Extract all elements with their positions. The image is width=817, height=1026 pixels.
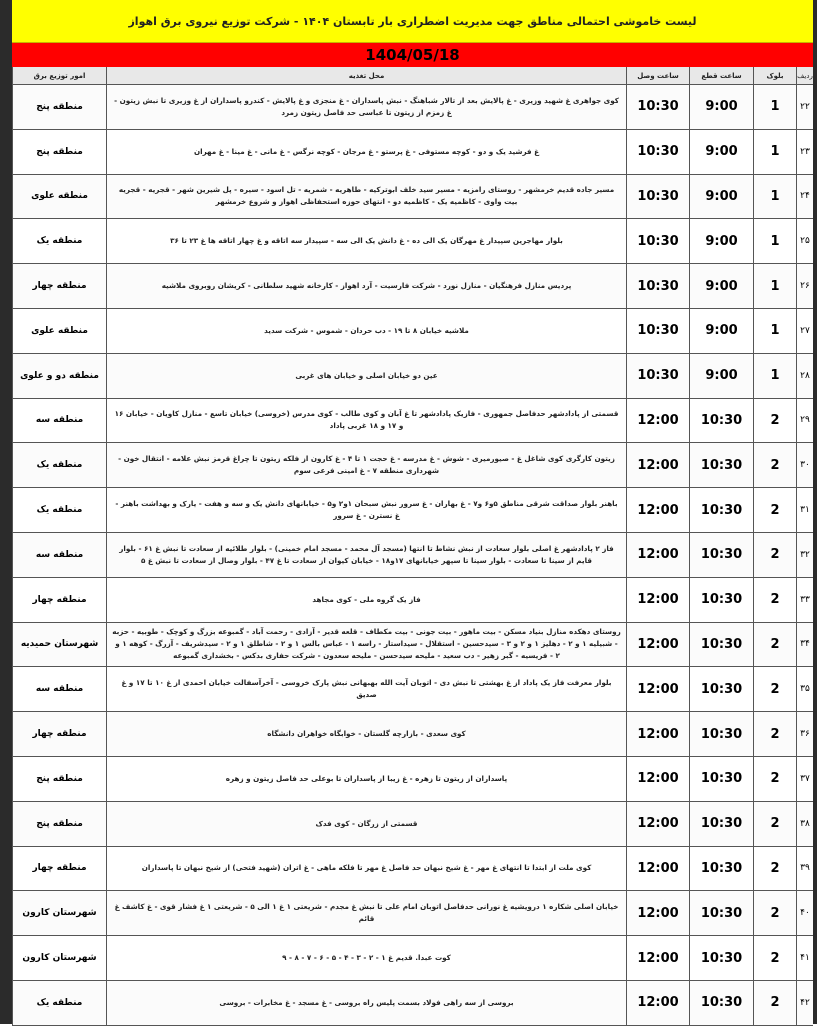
row-location: بلوار معرفت فاز یک پاداد از غ بهشتی تا نبش دی - اتوبان آیت الله بهبهانی نبش پارک خروسی - آخرآسفالت خیابان احمدی از غ ۱۰ تا ۱۷ و غ صدیق: [106, 667, 626, 711]
row-area: منطقه یک: [12, 981, 106, 1025]
row-location: کوی سعدی - بازارچه گلستان - خوابگاه خواهران دانشگاه: [106, 712, 626, 756]
table-row: [12, 623, 813, 668]
row-block: 2: [753, 712, 796, 756]
row-index: ۳۶: [796, 712, 813, 756]
row-index: ۲۷: [796, 309, 813, 353]
row-location: قسمتی از پادادشهر حدفاصل جمهوری - فازیک پادادشهر تا غ آبان و کوی طالب - کوی مدرس (خروسی) خیابان تاسع - منازل کاویان - خیابان ۱۶ و ۱۷ و ۱۸ غربی پاداد: [106, 399, 626, 443]
row-connect-time: 10:30: [626, 130, 689, 174]
table-row: [12, 712, 813, 757]
row-connect-time: 12:00: [626, 802, 689, 846]
row-cut-time: 10:30: [689, 443, 753, 487]
row-location: فاز یک گروه ملی - کوی مجاهد: [106, 578, 626, 622]
row-location: قسمتی از زرگان - کوی فدک: [106, 802, 626, 846]
row-connect-time: 12:00: [626, 488, 689, 532]
header-connect-time: ساعت وصل: [626, 67, 689, 84]
table-row: [12, 175, 813, 220]
row-cut-time: 10:30: [689, 488, 753, 532]
row-area: منطقه پنج: [12, 130, 106, 174]
row-index: ۳۷: [796, 757, 813, 801]
row-connect-time: 12:00: [626, 712, 689, 756]
row-index: ۲۳: [796, 130, 813, 174]
row-connect-time: 12:00: [626, 667, 689, 711]
row-cut-time: 10:30: [689, 757, 753, 801]
row-area: منطقه سه: [12, 533, 106, 577]
table-row: [12, 309, 813, 354]
row-block: 2: [753, 488, 796, 532]
row-cut-time: 10:30: [689, 891, 753, 935]
row-location: کوی ملت از ابتدا تا انتهای غ مهر - غ شیخ نبهان حد فاصل غ مهر تا فلکه ماهی - غ اتران (شهید فتحی) از شیخ نبهان تا پاسداران: [106, 847, 626, 891]
row-index: ۳۸: [796, 802, 813, 846]
table-row: [12, 847, 813, 892]
row-index: ۳۵: [796, 667, 813, 711]
row-area: شهرستان حمیدیه: [12, 623, 106, 667]
row-index: ۳۱: [796, 488, 813, 532]
row-area: منطقه علوی: [12, 309, 106, 353]
document-title: لیست خاموشی احتمالی مناطق جهت مدیریت اضطراری بار تابستان ۱۴۰۴ - شرکت توزیع نیروی برق اهواز: [12, 0, 813, 43]
row-connect-time: 10:30: [626, 354, 689, 398]
row-index: ۳۰: [796, 443, 813, 487]
row-index: ۳۹: [796, 847, 813, 891]
row-cut-time: 10:30: [689, 399, 753, 443]
row-block: 2: [753, 443, 796, 487]
row-block: 1: [753, 309, 796, 353]
header-index: ردیف: [796, 67, 813, 84]
row-connect-time: 12:00: [626, 399, 689, 443]
table-row: [12, 443, 813, 488]
table-row: [12, 936, 813, 981]
row-connect-time: 12:00: [626, 578, 689, 622]
row-index: ۲۶: [796, 264, 813, 308]
table-row: [12, 802, 813, 847]
row-cut-time: 10:30: [689, 623, 753, 667]
row-cut-time: 9:00: [689, 130, 753, 174]
row-connect-time: 12:00: [626, 443, 689, 487]
table-row: [12, 578, 813, 623]
row-block: 2: [753, 578, 796, 622]
row-location: خیابان اصلی شکاره ۱ درویشیه غ نورانی حدفاصل اتوبان امام علی تا نبش غ مجدم - شریعتی ۱ غ ۱ الی ۵ - شریعتی ۱ غ فشار قوی - غ کاشف غ قائم: [106, 891, 626, 935]
row-index: ۴۱: [796, 936, 813, 980]
row-index: ۲۵: [796, 219, 813, 263]
row-location: عین دو خیابان اصلی و خیابان های غربی: [106, 354, 626, 398]
row-connect-time: 12:00: [626, 891, 689, 935]
row-index: ۳۴: [796, 623, 813, 667]
table-row: [12, 399, 813, 444]
table-row: [12, 264, 813, 309]
row-block: 2: [753, 891, 796, 935]
row-block: 2: [753, 757, 796, 801]
header-location: محل تغذیه: [106, 67, 626, 84]
row-cut-time: 10:30: [689, 847, 753, 891]
row-area: منطقه پنج: [12, 85, 106, 129]
row-block: 1: [753, 130, 796, 174]
row-cut-time: 10:30: [689, 936, 753, 980]
row-cut-time: 9:00: [689, 175, 753, 219]
row-location: روستای دهکده منازل بنیاد مسکن - بیت ماهور - بیت جونی - بیت مکطاف - قلعه قدیر - آزادی - رحمت آباد - گمبوعه بزرگ و کوچک - طوبیه - حزبه - شبیلیه ۱ و ۲ - دهلیز ۱ و ۲ و ۳ - سیدحسین - استقلال - سیداستار - راسه ۱ - عباس بالس ۱ و ۲ - شاطلق ۱ و ۲ - سیدشریف - آزرگ - کوهه ۱ و ۲ - فریسیه - گبر زهیر - دب سعید - ملیحه سیدحسن - ملیحه سعدون - شرکت حفاری بدکس - بخشداری گمبوعه: [106, 623, 626, 667]
row-connect-time: 12:00: [626, 623, 689, 667]
row-connect-time: 10:30: [626, 85, 689, 129]
table-row: [12, 981, 813, 1026]
row-location: غ فرشید یک و دو - کوچه مستوفی - غ پرستو - غ مرجان - کوچه نرگس - غ مانی - غ مینا - غ مهران: [106, 130, 626, 174]
row-connect-time: 12:00: [626, 981, 689, 1025]
row-location: زیتون کارگری کوی شاغل غ - صیورمیری - شوش - غ مدرسه - غ حجت ۱ تا ۴ - غ کارون از فلکه زیتون تا چراغ قرمز نبش علامه - انتقال خون - شهرداری منطقه ۷ - غ امینی فرعی سوم: [106, 443, 626, 487]
table-row: [12, 891, 813, 936]
row-block: 2: [753, 399, 796, 443]
table-row: [12, 667, 813, 712]
row-index: ۲۸: [796, 354, 813, 398]
row-block: 1: [753, 219, 796, 263]
row-connect-time: 12:00: [626, 936, 689, 980]
row-cut-time: 10:30: [689, 667, 753, 711]
header-block: بلوک: [753, 67, 796, 84]
row-block: 1: [753, 264, 796, 308]
row-connect-time: 12:00: [626, 847, 689, 891]
table-header-row: [12, 67, 813, 85]
row-location: کوی جواهری غ شهید وزیری - غ پالایش بعد از تالار شباهنگ - نبش پاسداران - غ منجزی و غ پالایش - کندرو پاسداران از غ وزیری تا نبش زیتون - غ زمزم از زیتون تا عباسی حد فاصل زیتون زمرد: [106, 85, 626, 129]
table-row: [12, 533, 813, 578]
table-body: [12, 85, 813, 1026]
row-connect-time: 12:00: [626, 757, 689, 801]
row-area: شهرستان کارون: [12, 891, 106, 935]
row-cut-time: 10:30: [689, 712, 753, 756]
row-cut-time: 10:30: [689, 981, 753, 1025]
row-connect-time: 10:30: [626, 309, 689, 353]
row-index: ۳۳: [796, 578, 813, 622]
row-cut-time: 9:00: [689, 85, 753, 129]
row-area: منطقه چهار: [12, 847, 106, 891]
table-row: [12, 219, 813, 264]
row-location: بروسی از سه راهی فولاد بسمت پلیس راه بروسی - غ مسجد - غ مخابرات - بروسی: [106, 981, 626, 1025]
row-cut-time: 9:00: [689, 264, 753, 308]
row-area: منطقه یک: [12, 219, 106, 263]
row-area: شهرستان کارون: [12, 936, 106, 980]
table-row: [12, 130, 813, 175]
row-block: 2: [753, 802, 796, 846]
row-index: ۴۲: [796, 981, 813, 1025]
row-index: ۳۲: [796, 533, 813, 577]
row-location: کوت عبدا. قدیم غ ۱ - ۲ - ۳ - ۴ - ۵ - ۶ - ۷ - ۸ - ۹: [106, 936, 626, 980]
row-cut-time: 10:30: [689, 533, 753, 577]
row-location: ملاشیه خیابان ۸ تا ۱۹ - دب حردان - شموس - شرکت سدید: [106, 309, 626, 353]
right-window-edge: [813, 0, 817, 1024]
row-cut-time: 9:00: [689, 309, 753, 353]
table-row: [12, 354, 813, 399]
row-connect-time: 10:30: [626, 264, 689, 308]
row-area: منطقه یک: [12, 443, 106, 487]
row-area: منطقه علوی: [12, 175, 106, 219]
row-area: منطقه سه: [12, 399, 106, 443]
row-location: فاز ۲ پادادشهر غ اصلی بلوار سعادت از نبش نشاط تا انتها (مسجد آل محمد - مسجد امام خمینی) - بلوار طلائیه از سعادت تا نبش غ ۶۱ - بلوار قایم از سینا تا سعادت - بلوار سینا تا سپهر خیابانهای ۱۷و۱۸ - خیابان کیوان از سعادت تا غ ۴۷ - بلوار وصال از سعادت تا نبش غ ۵: [106, 533, 626, 577]
row-connect-time: 12:00: [626, 533, 689, 577]
row-block: 1: [753, 175, 796, 219]
row-block: 2: [753, 981, 796, 1025]
row-cut-time: 10:30: [689, 802, 753, 846]
table-row: [12, 85, 813, 130]
row-area: منطقه چهار: [12, 578, 106, 622]
row-block: 1: [753, 85, 796, 129]
outage-table: [12, 67, 813, 1026]
row-block: 2: [753, 533, 796, 577]
row-index: ۲۹: [796, 399, 813, 443]
header-cut-time: ساعت قطع: [689, 67, 753, 84]
row-index: ۲۲: [796, 85, 813, 129]
outage-schedule-sheet: [12, 0, 813, 1024]
row-location: باهنر بلوار صداقت شرقی مناطق ۵و۶ و۷ - غ بهاران - غ سرور نبش سبحان ۱و۲ و۵ - خیابانهای دانش یک و سه و هفت - یارک و بهداشت باهنر - غ نسترن - غ سرور: [106, 488, 626, 532]
row-block: 1: [753, 354, 796, 398]
row-block: 2: [753, 667, 796, 711]
schedule-date: 1404/05/18: [12, 43, 813, 67]
row-area: منطقه چهار: [12, 712, 106, 756]
row-block: 2: [753, 623, 796, 667]
row-block: 2: [753, 936, 796, 980]
row-index: ۴۰: [796, 891, 813, 935]
row-area: منطقه یک: [12, 488, 106, 532]
table-row: [12, 488, 813, 533]
row-cut-time: 10:30: [689, 578, 753, 622]
row-cut-time: 9:00: [689, 219, 753, 263]
row-area: منطقه سه: [12, 667, 106, 711]
row-location: پاسداران از زیتون تا زهره - غ زیبا از پاسداران تا بوعلی حد فاصل زیتون و زهره: [106, 757, 626, 801]
row-area: منطقه چهار: [12, 264, 106, 308]
row-area: منطقه دو و علوی: [12, 354, 106, 398]
row-location: پردیس منازل فرهنگیان - منازل نورد - شرکت فارسیت - آرد اهواز - کارخانه شهید سلطانی - کریشان روبروی ملاشیه: [106, 264, 626, 308]
table-row: [12, 757, 813, 802]
row-index: ۲۴: [796, 175, 813, 219]
row-area: منطقه پنج: [12, 802, 106, 846]
row-cut-time: 9:00: [689, 354, 753, 398]
row-block: 2: [753, 847, 796, 891]
left-window-edge: [0, 0, 12, 1024]
row-connect-time: 10:30: [626, 175, 689, 219]
header-area: امور توزیع برق: [12, 67, 106, 84]
row-connect-time: 10:30: [626, 219, 689, 263]
row-location: بلوار مهاجرین سپیدار غ مهرگان یک الی ده - غ دانش یک الی سه - سپیدار سه اتاقه و غ چهار اتاقه ها غ ۲۳ تا ۳۶: [106, 219, 626, 263]
row-area: منطقه پنج: [12, 757, 106, 801]
row-location: مسیر جاده قدیم خرمشهر - روستای رامزیه - مسیر سید خلف ابوترکیه - طاهریه - شمریه - تل اسود - سیره - پل شیرین شهر - قجریه - قجریه بیت واوی - کاظمیه یک - کاظمیه دو - انتهای حوزه استحفاظی اهواز و شروع خرمشهر: [106, 175, 626, 219]
